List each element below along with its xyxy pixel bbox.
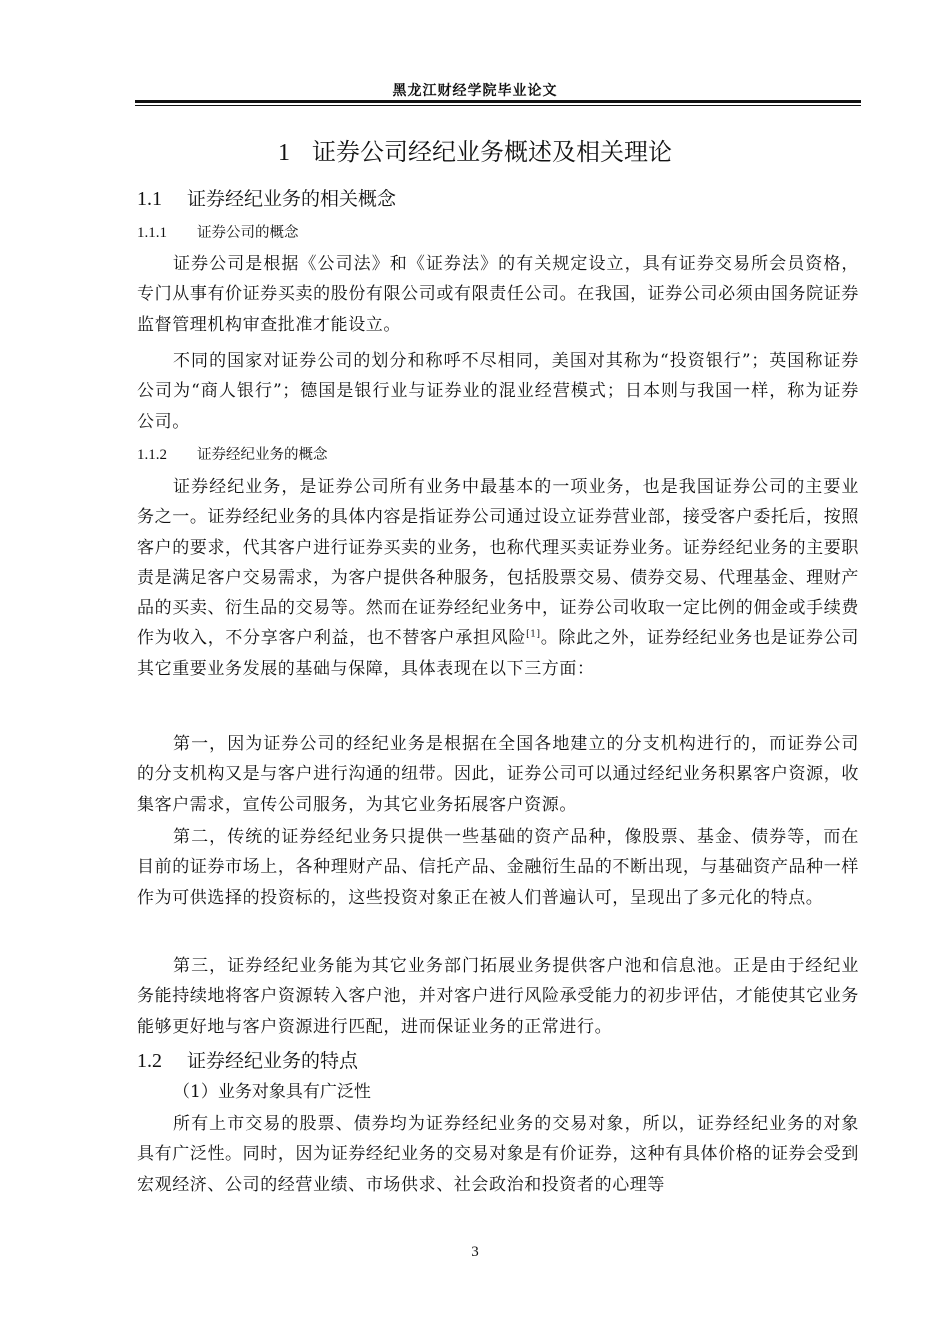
section-title: 证券经纪业务的特点 (187, 1050, 359, 1072)
paragraph: 第二，传统的证券经纪业务只提供一些基础的资产品种，像股票、基金、债券等，而在目前的证券市场上，各种理财产品、信托产品、金融衍生品的不断出现，与基础资产品种一样作为可供选择的投资标的，这些投资对象正在被人们普遍认可，呈现出了多元化的特点。 (137, 827, 859, 908)
subsection-heading-1-1-1 (137, 220, 299, 246)
paragraph-text: 。除此之外，证券经纪业务也是证券公司其它重要业务发展的基础与保障，具体表现在以下三方面： (137, 628, 859, 679)
section-heading-1-2 (137, 1046, 358, 1076)
subsection-title: 证券经纪业务的概念 (197, 447, 328, 463)
subsection-heading-1-1-2 (137, 442, 328, 468)
paragraph: 证券公司是根据《公司法》和《证券法》的有关规定设立，具有证券交易所会员资格，专门从事有价证券买卖的股份有限公司或有限责任公司。在我国，证券公司必须由国务院证券监督管理机构审查批准才能设立。 (137, 254, 859, 335)
paragraph-text: 证券经纪业务，是证券公司所有业务中最基本的一项业务，也是我国证券公司的主要业务之一。证券经纪业务的具体内容是指证券公司通过设立证券营业部，接受客户委托后，按照客户的要求，代其客户进行证券买卖的业务，也称代理买卖证券业务。证券经纪业务的主要职责是满足客户交易需求，为客户提供各种服务，包括股票交易、债券交易、代理基金、理财产品的买卖、衍生品的交易等。然而在证券经纪业务中，证券公司收取一定比例的佣金或手续费作为收入，不分享客户利益，也不替客户承担风险 (137, 477, 859, 649)
section-heading-1-1 (137, 184, 396, 214)
chapter-title-text: 证券公司经纪业务概述及相关理论 (312, 138, 672, 166)
paragraph: 第一，因为证券公司的经纪业务是根据在全国各地建立的分支机构进行的，而证券公司的分支机构又是与客户进行沟通的纽带。因此，证券公司可以通过经纪业务积累客户资源，收集客户需求，宣传公司服务，为其它业务拓展客户资源。 (137, 734, 859, 815)
page-number: 3 (471, 1244, 479, 1260)
chapter-title (0, 132, 950, 167)
list-item: （1）业务对象具有广泛性 (173, 1082, 371, 1102)
header-rule-thin (135, 105, 861, 106)
subsection-number: 1.1.1 (137, 225, 167, 241)
section-number: 1.1 (137, 188, 162, 210)
paragraph: 第三，证券经纪业务能为其它业务部门拓展业务提供客户池和信息池。正是由于经纪业务能持续地将客户资源转入客户池，并对客户进行风险承受能力的初步评估，才能使其它业务能够更好地与客户资源进行匹配，进而保证业务的正常进行。 (137, 956, 859, 1037)
chapter-number: 1 (278, 140, 290, 166)
running-header: 黑龙江财经学院毕业论文 (392, 83, 558, 99)
subsection-number: 1.1.2 (137, 447, 167, 463)
paragraph: 所有上市交易的股票、债券均为证券经纪业务的交易对象，所以，证券经纪业务的对象具有广泛性。同时，因为证券经纪业务的交易对象是有价证券，这种有具体价格的证券会受到宏观经济、公司的经营业绩、市场供求、社会政治和投资者的心理等 (137, 1114, 859, 1195)
paragraph: 不同的国家对证券公司的划分和称呼不尽相同，美国对其称为“投资银行”；英国称证券公司为“商人银行”；德国是银行业与证券业的混业经营模式；日本则与我国一样，称为证券公司。 (137, 351, 859, 432)
citation-ref: [1] (526, 629, 541, 640)
subsection-title: 证券公司的概念 (197, 225, 299, 241)
section-title: 证券经纪业务的相关概念 (187, 188, 397, 210)
section-number: 1.2 (137, 1050, 162, 1072)
header-rule-thick (135, 100, 861, 103)
paragraph (137, 472, 859, 684)
